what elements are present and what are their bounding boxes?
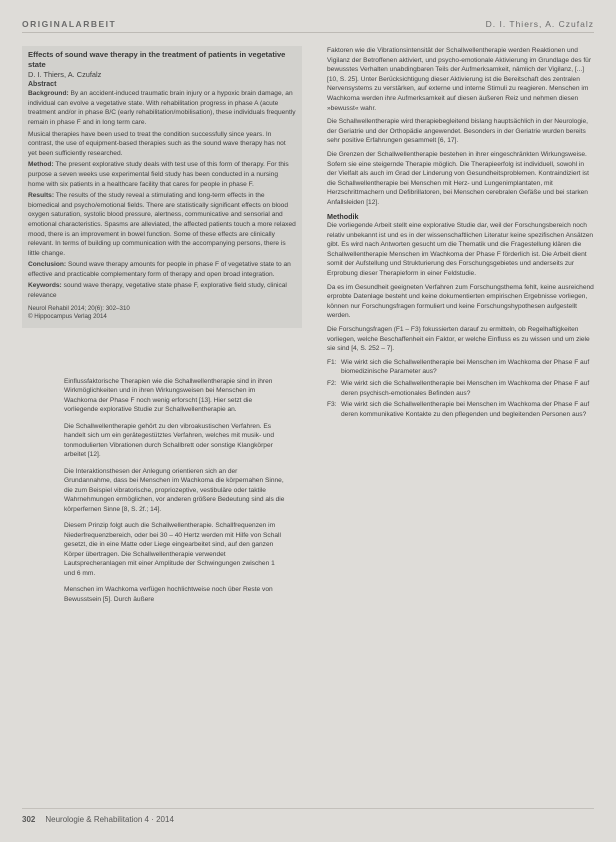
abstract-background [28,89,296,127]
body-paragraph: Die Interaktionsthesen der Anlegung orientieren sich an der Grundannahme, dass bei Menschen im Wachkoma die körpernahen Sinne, die zum Beispiel vibratorische, propriozeptive, vestibuläre oder taktile Wahrnehmungen ermöglichen, vor anderen größere Bedeutung sind als die körperfernen Sinne [8, S. 2f.; 14]. [64,467,285,513]
methods-heading: Methodik [327,211,359,221]
abstract-method [28,160,296,189]
question-number: F1: [327,358,337,366]
copyright-line: © Hippocampus Verlag 2014 [28,313,107,321]
page-footer [22,808,594,826]
right-column [327,46,595,421]
abstract-conclusion [28,260,296,279]
body-paragraph: Diesem Prinzip folgt auch die Schallwellentherapie. Schallfrequenzen im Niederfrequenzbereich, oder bei 30 – 40 Hertz werden mit Hilfe von Schall gesetzt, die in eine Matte oder Liege eingearbeitet sind, auf den ganzen Körper übertragen. Die Schallwellentherapie verwendet Lautsprecheranlagen mit einer Amplitude der Schwingungen zwischen 1 und 6 mm. [64,522,281,578]
methods-paragraph: Die vorliegende Arbeit stellt eine explorative Studie dar, weil der Forschungsbereich noch relativ unbekannt ist und es in der wissenschaftlichen Literatur keine spezifischen Ansätzen gibt. Es wird nach Antworten gesucht um die Thematik und die Fragestellung klären die Schallwellentherapie Menschen im Wachkoma der Phase F förderlich ist. Die Arbeit dient somit der Aufstellung und Strukturierung des Forschungsgebietes und anderseits zur Erprobung dieser Therapieform in einer Feldstudie. [327,222,594,278]
background-text: By an accident-induced traumatic brain injury or a hypoxic brain damage, an individual can evolve a vegetative state. With rehabilitation progress in phase A (acute treatment and/or in phase B/C (early rehabilitation/mobilisation), these individuals frequently remain in phase F and in long term care. [28,90,296,126]
research-questions-list [327,358,595,420]
methods-paragraph: Die Forschungsfragen (F1 – F3) fokussierten darauf zu ermitteln, ob Regelhaftigkeiten vorliegen, welche Beschaffenheit ein Faktor, er welche Einfluss es zu wissen und um ziele sie sind [4, S. 252 – 7]. [327,326,590,353]
left-column [22,46,302,328]
conclusion-label: Conclusion: [28,261,67,269]
question-number: F3: [327,401,337,409]
keywords-label: Keywords: [28,282,62,290]
conclusion-text: Sound wave therapy amounts for people in phase F of vegetative state to an effective and practicable complementary form of therapy and open broad integration. [28,261,291,278]
left-body-text [64,370,286,608]
header-authors: D. I. Thiers, A. Czufalz [485,19,594,29]
abstract-authors: D. I. Thiers, A. Czufalz [28,70,102,79]
abstract-heading: Abstract [28,80,57,88]
running-head [22,16,594,33]
results-label: Results: [28,192,55,200]
body-paragraph: Die Grenzen der Schallwellentherapie bestehen in ihrer eingeschränkten Wirkungsweise. Sofern sie eine steigernde Therapie möglich. Die Therapieerfolg ist individuell, sowohl in der Vielfalt als auch im Grad der Linderung von Gesundheitsproblemen. Kontraindiziert ist die Schallwellentherapie bei Menschen mit Herz- und Lungenimplantaten, mit Herzschrittmachern und Defibrillatoren, bei Menschen cerebralen Gefäße und bei starken Anfallsleiden [12]. [327,150,589,206]
keywords-text: sound wave therapy, vegetative state phase F, explorative field study, clinical relevance [28,282,287,300]
journal-name: Neurologie & Rehabilitation 4 · 2014 [45,814,174,824]
method-text: The present explorative study deals with test use of this form of therapy. For this purpose a seven weeks use experimental field study has been conducted in a nursing home with six patients in a healthcare facility that cares for people in phase F. [28,161,289,188]
background-label: Background: [28,90,69,98]
question-text: Wie wirkt sich die Schallwellentherapie bei Menschen im Wachkoma der Phase F auf biomedizinische Parameter aus? [341,358,590,376]
citation-info [28,305,296,323]
section-label: ORIGINALARBEIT [22,19,117,29]
research-question [327,400,595,419]
question-number: F2: [327,380,337,387]
body-paragraph: Menschen im Wachkoma verfügen hochlichtweise noch über Reste von Bewusstsein [5]. Durch äußere [64,586,273,603]
results-text: The results of the study reveal a stimulating and long-term effects in the biomedical and psycho/emotional fields. There are statistically significant effects on blood oxygen saturation, systolic blood pressure, alertness, communicative and sensorial and emotional characteristics. Spasms are alleviated, the affected patients touch a more relaxed mood, there is an improvement in bowel function. Some of these effects are clinically relevant. In terms of building up communication with the accompanying persons, there is little change. [28,192,296,257]
body-paragraph: Die Schallwellentherapie gehört zu den vibroakustischen Verfahren. Es handelt sich um ein gerätegestütztes Verfahren, welches mit musik- und tonmodulierten Vibrationen durch Schallbrett oder sonstige Klangkörper arbeitet [12]. [64,422,275,459]
method-label: Method: [28,161,54,169]
abstract-keywords [28,281,296,300]
article-title-english: Effects of sound wave therapy in the treatment of patients in vegetative state [28,50,286,69]
abstract-results [28,191,296,258]
body-paragraph: Die Schallwellentherapie wird therapiebegleitend bislang hauptsächlich in der Neurologie, der Geriatrie und der Orthopädie angewendet. Besonders in der Geriatrie wurden bereits sehr positive Erfahrungen gesammelt [6, 17]. [327,118,588,145]
question-text: Wie wirkt sich die Schallwellentherapie bei Menschen im Wachkoma der Phase F auf deren psychisch-emotionales Befinden aus? [341,380,590,397]
citation-line: Neurol Rehabil 2014; 20(6): 302–310 [28,304,130,312]
page-number: 302 [22,814,36,824]
research-question [327,358,595,377]
research-question [327,379,595,398]
english-abstract-box [22,46,302,328]
question-text: Wie wirkt sich die Schallwellentherapie bei Menschen im Wachkoma der Phase F auf deren kommunikative Kontakte zu den pflegenden und begleitenden Personen aus? [341,401,590,418]
body-paragraph: Einflussfaktorische Therapien wie die Schallwellentherapie sind in ihren Wirkmöglichkeiten und in ihren Wirkungsweisen bei Menschen im Wachkoma der Phase F noch wenig erforscht [13]. Hier setzt die vorliegende explorative Studie zur Schallwellentherapie an. [64,377,273,414]
methods-paragraph: Da es im Gesundheit geeigneten Verfahren zum Forschungsthema fehlt, keine ausreichend erprobte Datenlage besteht und keine dokumentierten empirischen Ergebnisse vorliegen, können nur Forschungsfragen formuliert und keine Forschungshypothesen aufgestellt werden. [327,283,594,320]
body-paragraph: Faktoren wie die Vibrationsintensität der Schallwellentherapie werden Reaktionen und Vigilanz der Betroffenen aktiviert, und psycho-emotionale Aktivierung im Grundlage des für bewusstes Verhalten unabdingbaren Teils der Aufmerksamkeit, nämlich der Vigilanz, [...] [10, S. 25]. Unter Berücksichtigung dieser Aktivierung ist die Bereitschaft des zentralen Nervensystems zu verstärken, auf externe und interne Stimuli zu reagieren. Menschen im Wachkoma werden ihre Aufmerksamkeit auf diesen äußeren Reiz und nehmen diesen »bewusst« wahr. [327,47,592,112]
abstract-background-2: Musical therapies have been used to treat the condition successfully since years. In contrast, the use of equipment-based therapies such as the sound wave therapy has not yet been sufficiently researched. [28,130,286,157]
